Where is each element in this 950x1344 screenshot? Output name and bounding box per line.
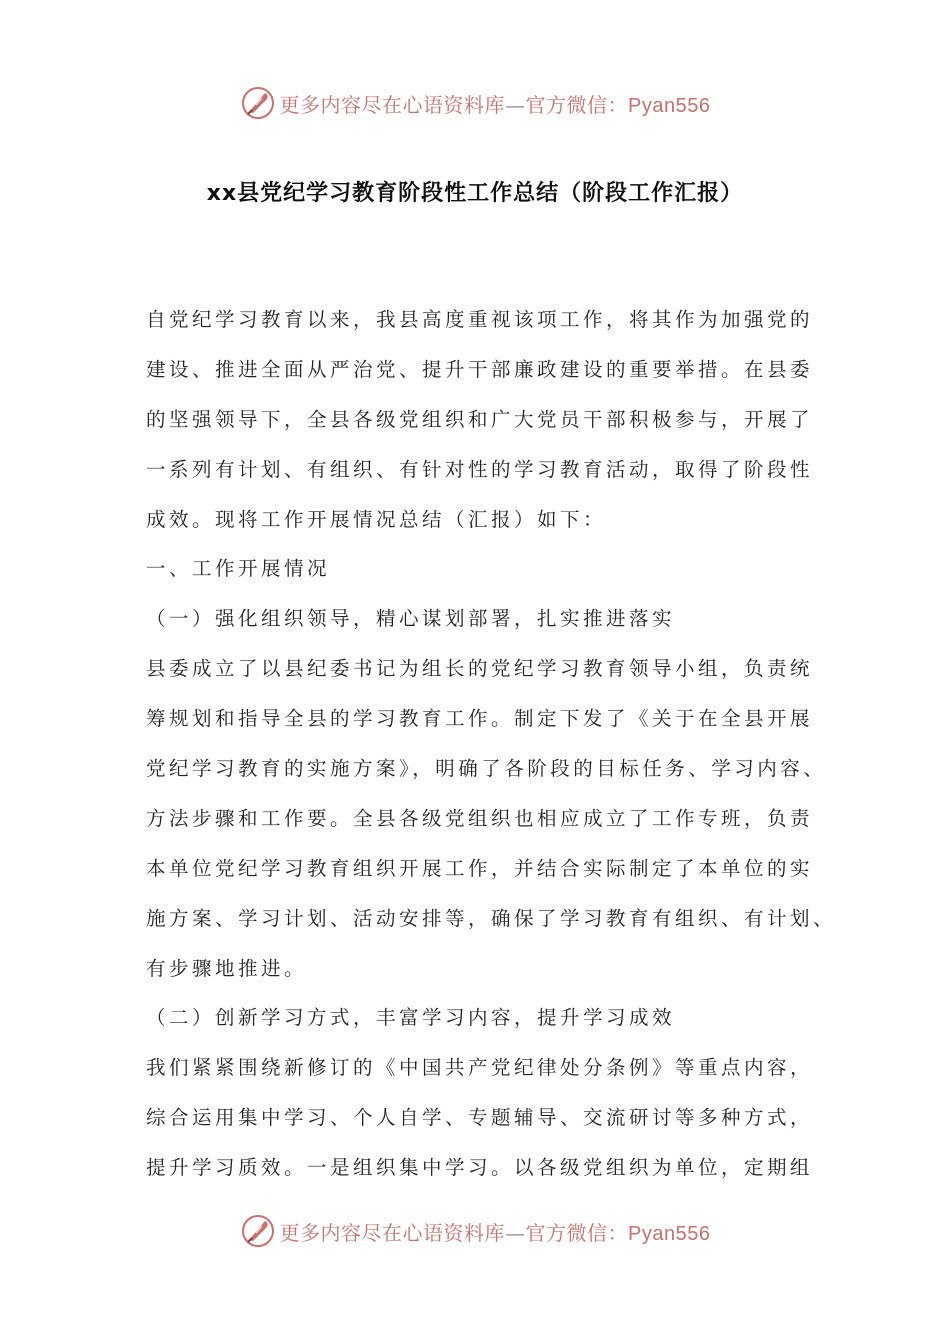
banner-text: 更多内容尽在心语资料库—官方微信：Pyan556	[279, 1220, 711, 1245]
section-heading: 一、工作开展情况	[146, 557, 331, 581]
text-line: 方法步骤和工作要。全县各级党组织也相应成立了工作专班，负责	[146, 806, 814, 830]
text-line: 有步骤地推进。	[146, 956, 308, 980]
subsection-heading: （一）强化组织领导，精心谋划部署，扎实推进落实	[146, 607, 676, 631]
text-line: 的坚强领导下，全县各级党组织和广大党员干部积极参与，开展了	[146, 407, 814, 431]
text-line: 施方案、学习计划、活动安排等，确保了学习教育有组织、有计划、	[146, 906, 837, 930]
text-line: 县委成立了以县纪委书记为组长的党纪学习教育领导小组，负责统	[146, 657, 814, 681]
document-body	[146, 295, 846, 1193]
text-line: 自党纪学习教育以来，我县高度重视该项工作，将其作为加强党的	[146, 308, 814, 331]
text-line: 成效。现将工作开展情况总结（汇报）如下：	[146, 507, 607, 531]
text-line: 提升学习质效。一是组织集中学习。以各级党组织为单位，定期组	[146, 1156, 814, 1180]
header-banner	[0, 83, 950, 123]
pen-feather-logo-icon	[240, 1213, 276, 1249]
pen-feather-logo-icon	[240, 85, 276, 121]
subsection-heading: （二）创新学习方式，丰富学习内容，提升学习成效	[146, 1006, 676, 1030]
banner-text: 更多内容尽在心语资料库—官方微信：Pyan556	[279, 92, 711, 117]
text-line: 建设、推进全面从严治党、提升干部廉政建设的重要举措。在县委	[146, 357, 814, 381]
text-line: 我们紧紧围绕新修订的《中国共产党纪律处分条例》等重点内容，	[146, 1056, 814, 1080]
text-line: 筹规划和指导全县的学习教育工作。制定下发了《关于在全县开展	[146, 707, 814, 731]
text-line: 党纪学习教育的实施方案》，明确了各阶段的目标任务、学习内容、	[146, 757, 827, 781]
text-line: 综合运用集中学习、个人自学、专题辅导、交流研讨等多种方式，	[146, 1106, 814, 1130]
footer-banner	[0, 1211, 950, 1251]
text-line: 一系列有计划、有组织、有针对性的学习教育活动，取得了阶段性	[146, 457, 814, 481]
document-title: xx县党纪学习教育阶段性工作总结（阶段工作汇报）	[206, 181, 744, 206]
text-line: 本单位党纪学习教育组织开展工作，并结合实际制定了本单位的实	[146, 856, 814, 880]
